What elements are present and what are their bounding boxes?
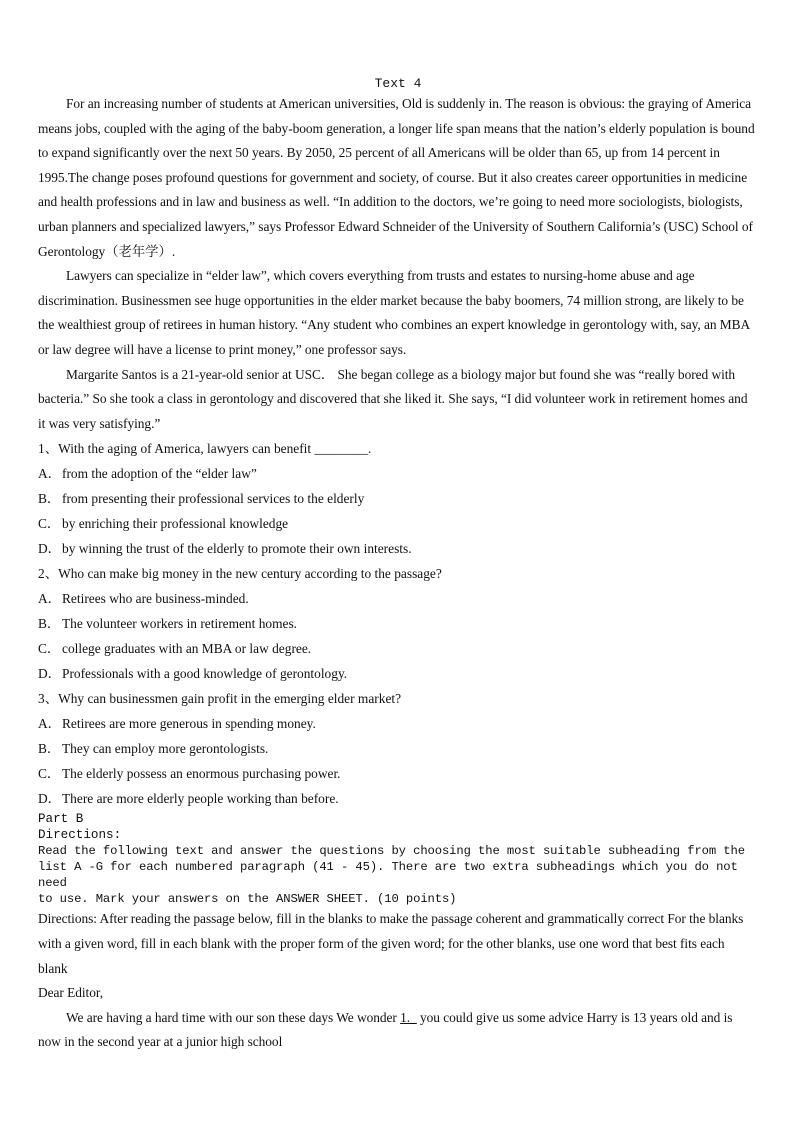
option-letter: B． [38, 491, 61, 507]
option-d [38, 536, 756, 561]
option-letter: A． [38, 466, 62, 482]
option-a [38, 461, 756, 486]
option-b [38, 611, 756, 636]
option-letter: C． [38, 516, 61, 532]
option-c [38, 511, 756, 536]
part-b-heading: Part B [38, 812, 84, 827]
option-letter: B． [38, 741, 61, 757]
option-text: The elderly possess an enormous purchasing power. [62, 766, 341, 782]
passage-paragraph-3: Margarite Santos is a 21-year-old senior at USC． She began college as a biology major but found she was “really bored with bacteria.” So she took a class in gerontology and discovered that she liked it. She says, “I did volunteer work in retirement homes and it was very satisfying.” [38, 366, 748, 431]
directions-label: Directions: [38, 828, 122, 843]
option-text: They can employ more gerontologists. [62, 741, 269, 757]
option-text: college graduates with an MBA or law degree. [62, 641, 312, 657]
letter-salutation: Dear Editor, [38, 985, 104, 1001]
option-b [38, 736, 756, 761]
option-text: by winning the trust of the elderly to promote their own interests. [62, 541, 412, 557]
option-letter: C． [38, 641, 61, 657]
question-stem: 3、Why can businessmen gain profit in the emerging elder market? [38, 691, 402, 707]
option-c [38, 761, 756, 786]
option-text: Retirees who are business-minded. [62, 591, 249, 607]
letter-text-after-blank: you could give us some advice Harry is 13 years old and is now in the second year at a junior high school [38, 1009, 733, 1050]
option-d [38, 786, 756, 811]
section-title: Text 4 [374, 76, 422, 91]
option-text: There are more elderly people working than before. [62, 791, 339, 807]
option-letter: D． [38, 666, 62, 682]
option-text: from presenting their professional services to the elderly [62, 491, 365, 507]
option-c [38, 636, 756, 661]
letter-text-before-blank: We are having a hard time with our son these days We wonder [66, 1009, 401, 1025]
part-b-section [38, 811, 756, 1055]
document-page [38, 76, 756, 1055]
option-letter: A． [38, 591, 62, 607]
option-text: The volunteer workers in retirement homes. [62, 616, 298, 632]
option-text: from the adoption of the “elder law” [62, 466, 257, 482]
passage-paragraph-2: Lawyers can specialize in “elder law”, which covers everything from trusts and estates to nursing-home abuse and age discrimination. Businessmen see huge opportunities in the elder market because the baby boomers, 74 million strong, are likely to be the wealthiest group of retirees in human history. “Any student who combines an expert knowledge in gerontology with, say, an MBA or law degree will have a license to print money,” one professor says. [38, 268, 750, 357]
option-b [38, 486, 756, 511]
option-letter: A． [38, 716, 62, 732]
question-stem: 2、Who can make big money in the new century according to the passage? [38, 566, 442, 582]
blank-1[interactable]: 1._ [400, 1009, 417, 1025]
question-stem: 1、With the aging of America, lawyers can benefit ________. [38, 441, 372, 457]
question-2 [38, 561, 756, 686]
fill-blank-directions: Directions: After reading the passage below, fill in the blanks to make the passage coherent and grammatically correct For the blanks with a given word, fill in each blank with the proper form of the given word; for the other blanks, use one word that best fits each blank [38, 911, 744, 976]
option-a [38, 586, 756, 611]
passage-paragraph-1: For an increasing number of students at American universities, Old is suddenly in. The reason is obvious: the graying of America means jobs, coupled with the aging of the baby-boom generation, a longer life span means that the nation’s elderly population is bound to expand significantly over the next 50 years. By 2050, 25 percent of all Americans will be older than 65, up from 14 percent in 1995.The change poses profound questions for government and society, of course. But it also creates career opportunities in medicine and health professions and in law and business as well. “In addition to the doctors, we’re going to need more sociologists, biologists, urban planners and specialized lawyers,” says Professor Edward Schneider of the University of Southern California’s (USC) School of Gerontology（老年学）. [38, 96, 755, 259]
option-letter: B． [38, 616, 61, 632]
option-letter: C． [38, 766, 61, 782]
question-1 [38, 436, 756, 561]
directions-line-3: to use. Mark your answers on the ANSWER SHEET. (10 points) [38, 892, 457, 907]
letter-paragraph [38, 1006, 756, 1055]
option-text: Retirees are more generous in spending money. [62, 716, 316, 732]
option-letter: D． [38, 541, 62, 557]
directions-line-1: Read the following text and answer the questions by choosing the most suitable subheading from the [38, 844, 745, 859]
option-a [38, 711, 756, 736]
question-3 [38, 686, 756, 811]
option-text: by enriching their professional knowledge [62, 516, 289, 532]
directions-line-2: list A -G for each numbered paragraph (41 - 45). There are two extra subheadings which you do not need [38, 860, 738, 891]
option-d [38, 661, 756, 686]
option-letter: D． [38, 791, 62, 807]
option-text: Professionals with a good knowledge of gerontology. [62, 666, 348, 682]
